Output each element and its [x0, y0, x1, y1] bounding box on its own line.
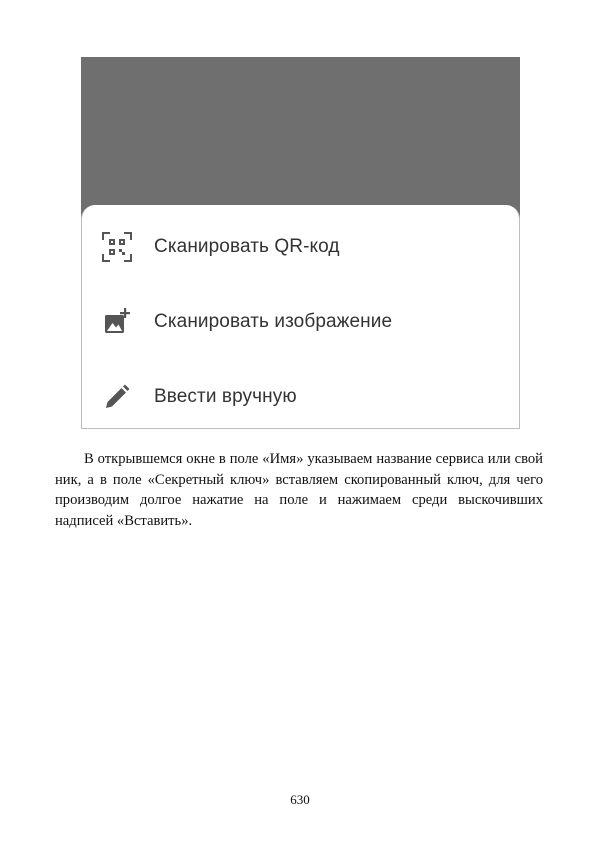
scan-image-label: Сканировать изображение	[154, 311, 393, 332]
pencil-icon	[100, 380, 134, 414]
page-number: 630	[290, 792, 310, 807]
instruction-paragraph: В открывшемся окне в поле «Имя» указываем название сервиса или свой ник, а в поле «Секретный ключ» вставляем скопированный ключ, для чего производим долгое нажатие на поле и нажимаем среди выскочивших надписей «Вставить».	[55, 451, 543, 529]
app-screenshot	[81, 57, 520, 429]
add-image-icon	[100, 305, 134, 339]
bottom-sheet-menu	[81, 205, 520, 429]
scan-qr-option[interactable]	[82, 210, 519, 284]
qr-scan-icon	[100, 230, 134, 264]
manual-entry-option[interactable]	[82, 360, 519, 429]
scan-qr-label: Сканировать QR-код	[154, 236, 340, 257]
scan-image-option[interactable]	[82, 285, 519, 359]
manual-entry-label: Ввести вручную	[154, 386, 297, 407]
